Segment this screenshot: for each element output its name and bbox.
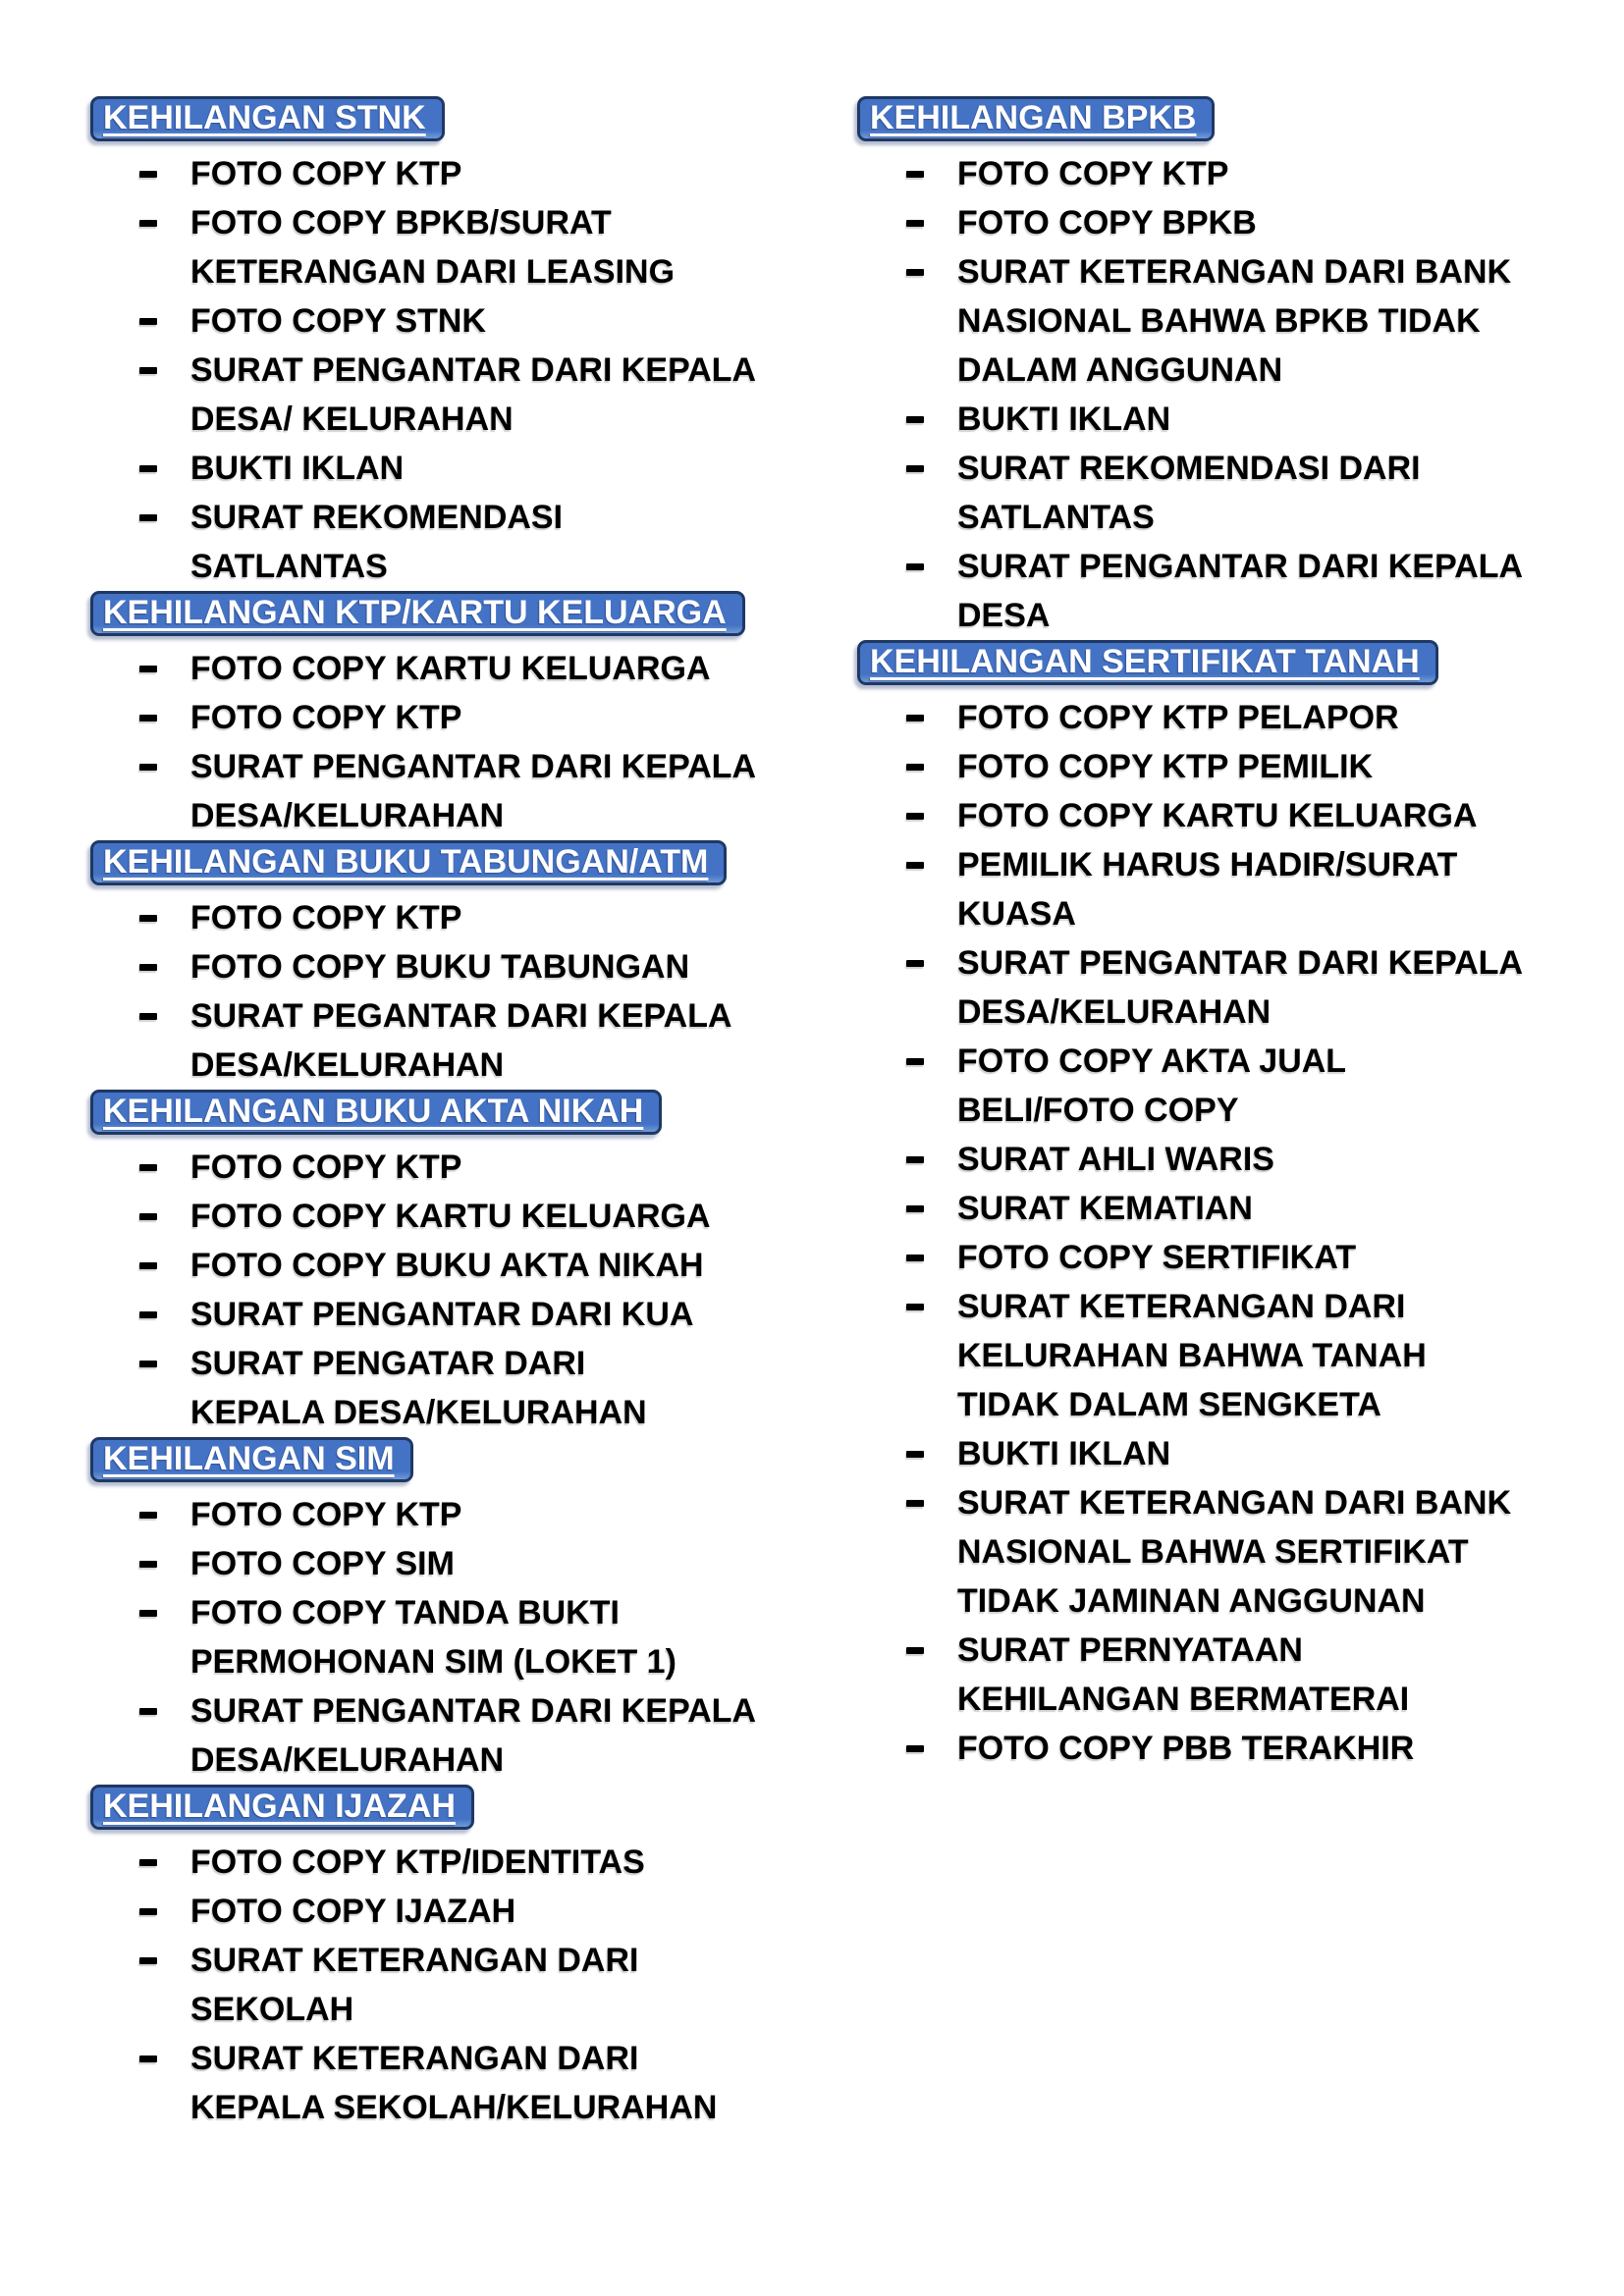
dash-bullet-icon	[906, 220, 924, 227]
list-item-line: SURAT PENGANTAR DARI KEPALA	[190, 351, 757, 389]
section-header	[857, 640, 1438, 685]
list-item	[90, 991, 827, 1090]
requirements-list	[90, 644, 827, 840]
list-item-line: SURAT PENGANTAR DARI KUA	[190, 1296, 694, 1333]
dash-bullet-icon	[139, 1610, 157, 1617]
dash-bullet-icon	[906, 1156, 924, 1163]
list-item	[90, 1887, 827, 1936]
list-item-line: BUKTI IKLAN	[957, 1435, 1171, 1472]
list-item	[90, 1588, 827, 1686]
list-item-line: KETERANGAN DARI LEASING	[190, 253, 676, 291]
list-item-line: FOTO COPY KTP	[190, 899, 462, 936]
list-item-line: FOTO COPY KTP PELAPOR	[957, 699, 1399, 736]
list-item-line: SEKOLAH	[190, 1991, 354, 2028]
list-item-line: SURAT PENGATAR DARI	[190, 1345, 586, 1382]
list-item-line: KEHILANGAN BERMATERAI	[957, 1681, 1410, 1718]
dash-bullet-icon	[906, 1255, 924, 1261]
list-item	[857, 247, 1613, 395]
list-item	[857, 395, 1613, 444]
dash-bullet-icon	[139, 318, 157, 325]
list-item-line: DESA/KELURAHAN	[957, 993, 1272, 1031]
list-item-line: FOTO COPY BPKB	[957, 204, 1257, 241]
list-item-line: PERMOHONAN SIM (LOKET 1)	[190, 1643, 677, 1681]
list-item-line: SATLANTAS	[190, 548, 388, 585]
list-item-line: FOTO COPY BUKU AKTA NIKAH	[190, 1247, 704, 1284]
list-item-line: FOTO COPY BUKU TABUNGAN	[190, 948, 690, 986]
list-item-line: NASIONAL BAHWA BPKB TIDAK	[957, 302, 1481, 340]
list-item-line: DALAM ANGGUNAN	[957, 351, 1283, 389]
list-item-line: PEMILIK HARUS HADIR/SURAT	[957, 846, 1458, 883]
list-item	[90, 296, 827, 346]
list-item-line: SURAT KETERANGAN DARI BANK	[957, 1484, 1512, 1522]
section	[90, 1785, 827, 2132]
list-item-line: FOTO COPY SIM	[190, 1545, 455, 1582]
list-item-line: FOTO COPY KARTU KELUARGA	[190, 1198, 711, 1235]
dash-bullet-icon	[139, 220, 157, 227]
dash-bullet-icon	[139, 915, 157, 922]
dash-bullet-icon	[139, 1957, 157, 1964]
section-title: KEHILANGAN BUKU TABUNGAN/ATM	[103, 843, 709, 881]
requirements-list	[90, 1838, 827, 2132]
list-item-line: FOTO COPY IJAZAH	[190, 1893, 516, 1930]
list-item-line: BUKTI IKLAN	[957, 400, 1171, 438]
list-item	[857, 1724, 1613, 1773]
list-item	[857, 444, 1613, 542]
dash-bullet-icon	[906, 764, 924, 771]
requirements-list	[90, 1490, 827, 1785]
list-item-line: SURAT KETERANGAN DARI	[190, 1942, 639, 1979]
list-item-line: DESA	[957, 597, 1051, 634]
requirements-list	[90, 893, 827, 1090]
list-item-line: BUKTI IKLAN	[190, 450, 405, 487]
list-item	[90, 644, 827, 693]
list-item	[90, 1936, 827, 2034]
section-title: KEHILANGAN BUKU AKTA NIKAH	[103, 1093, 644, 1130]
dash-bullet-icon	[139, 1908, 157, 1915]
section-title: KEHILANGAN IJAZAH	[103, 1788, 456, 1825]
list-item	[857, 1478, 1613, 1626]
list-item	[90, 1490, 827, 1539]
list-item-line: SURAT REKOMENDASI	[190, 499, 564, 536]
section	[90, 591, 827, 840]
list-item-line: SURAT PEGANTAR DARI KEPALA	[190, 997, 732, 1035]
list-item-line: TIDAK DALAM SENGKETA	[957, 1386, 1381, 1423]
dash-bullet-icon	[906, 1745, 924, 1752]
list-item	[857, 840, 1613, 938]
dash-bullet-icon	[139, 514, 157, 521]
dash-bullet-icon	[139, 1311, 157, 1318]
section	[90, 1090, 827, 1437]
list-item	[857, 1233, 1613, 1282]
dash-bullet-icon	[906, 1500, 924, 1507]
list-item-line: SURAT KEMATIAN	[957, 1190, 1253, 1227]
dash-bullet-icon	[139, 1361, 157, 1367]
list-item-line: DESA/KELURAHAN	[190, 1046, 505, 1084]
section-title: KEHILANGAN SIM	[103, 1440, 395, 1477]
list-item-line: FOTO COPY KTP/IDENTITAS	[190, 1843, 645, 1881]
list-item	[857, 791, 1613, 840]
requirements-list	[90, 149, 827, 591]
list-item-line: FOTO COPY AKTA JUAL	[957, 1042, 1347, 1080]
list-item-line: DESA/KELURAHAN	[190, 797, 505, 834]
dash-bullet-icon	[906, 465, 924, 472]
list-item	[90, 1686, 827, 1785]
list-item	[90, 444, 827, 493]
dash-bullet-icon	[139, 715, 157, 721]
list-item-line: DESA/KELURAHAN	[190, 1741, 505, 1779]
section	[90, 1437, 827, 1785]
list-item	[90, 942, 827, 991]
section	[90, 840, 827, 1090]
list-item	[857, 1282, 1613, 1429]
dash-bullet-icon	[139, 367, 157, 374]
list-item	[90, 1339, 827, 1437]
dash-bullet-icon	[906, 171, 924, 178]
list-item	[90, 149, 827, 198]
list-item-line: TIDAK JAMINAN ANGGUNAN	[957, 1582, 1426, 1620]
dash-bullet-icon	[906, 960, 924, 967]
list-item	[90, 346, 827, 444]
list-item-line: FOTO COPY KTP	[190, 1148, 462, 1186]
dash-bullet-icon	[906, 715, 924, 721]
section	[90, 96, 827, 591]
list-item-line: FOTO COPY BPKB/SURAT	[190, 204, 612, 241]
dash-bullet-icon	[139, 964, 157, 971]
dash-bullet-icon	[906, 1451, 924, 1458]
list-item-line: NASIONAL BAHWA SERTIFIKAT	[957, 1533, 1469, 1571]
list-item	[857, 742, 1613, 791]
list-item	[857, 542, 1613, 640]
section-title: KEHILANGAN BPKB	[870, 99, 1197, 136]
list-item-line: SURAT PENGANTAR DARI KEPALA	[190, 748, 757, 785]
dash-bullet-icon	[139, 465, 157, 472]
section-header	[90, 96, 445, 141]
dash-bullet-icon	[139, 171, 157, 178]
list-item	[90, 893, 827, 942]
section-header	[90, 591, 745, 636]
list-item	[90, 742, 827, 840]
list-item	[90, 1143, 827, 1192]
list-item-line: FOTO COPY KARTU KELUARGA	[957, 797, 1478, 834]
right-column	[857, 96, 1613, 1773]
section-title: KEHILANGAN SERTIFIKAT TANAH	[870, 643, 1420, 680]
list-item	[857, 1037, 1613, 1135]
dash-bullet-icon	[906, 862, 924, 869]
list-item-line: SURAT KETERANGAN DARI	[190, 2040, 639, 2077]
requirements-list	[90, 1143, 827, 1437]
list-item-line: SURAT PENGANTAR DARI KEPALA	[957, 548, 1524, 585]
dash-bullet-icon	[906, 269, 924, 276]
list-item	[90, 198, 827, 296]
list-item-line: FOTO COPY KTP	[190, 155, 462, 192]
list-item-line: FOTO COPY KTP	[190, 1496, 462, 1533]
requirements-list	[857, 149, 1613, 640]
list-item-line: SURAT KETERANGAN DARI	[957, 1288, 1406, 1325]
requirements-list	[857, 693, 1613, 1773]
list-item	[857, 1135, 1613, 1184]
list-item-line: DESA/ KELURAHAN	[190, 400, 514, 438]
dash-bullet-icon	[906, 1647, 924, 1654]
list-item	[857, 149, 1613, 198]
list-item-line: SURAT PERNYATAAN	[957, 1631, 1303, 1669]
dash-bullet-icon	[139, 666, 157, 672]
list-item	[90, 1290, 827, 1339]
list-item	[90, 1838, 827, 1887]
section-header	[857, 96, 1215, 141]
section-header	[90, 1437, 413, 1482]
list-item	[857, 1429, 1613, 1478]
dash-bullet-icon	[139, 1262, 157, 1269]
list-item-line: SURAT AHLI WARIS	[957, 1141, 1274, 1178]
list-item-line: SURAT KETERANGAN DARI BANK	[957, 253, 1512, 291]
list-item-line: KUASA	[957, 895, 1076, 933]
list-item-line: SATLANTAS	[957, 499, 1155, 536]
list-item	[90, 1192, 827, 1241]
list-item	[857, 1626, 1613, 1724]
dash-bullet-icon	[139, 1164, 157, 1171]
list-item-line: KELURAHAN BAHWA TANAH	[957, 1337, 1427, 1374]
list-item-line: KEPALA SEKOLAH/KELURAHAN	[190, 2089, 718, 2126]
dash-bullet-icon	[906, 416, 924, 423]
list-item-line: SURAT REKOMENDASI DARI	[957, 450, 1421, 487]
list-item-line: FOTO COPY STNK	[190, 302, 487, 340]
section-header	[90, 840, 727, 885]
list-item-line: SURAT PENGANTAR DARI KEPALA	[190, 1692, 757, 1730]
list-item	[90, 693, 827, 742]
section-title: KEHILANGAN KTP/KARTU KELUARGA	[103, 594, 727, 631]
list-item	[857, 938, 1613, 1037]
list-item-line: FOTO COPY KTP PEMILIK	[957, 748, 1374, 785]
list-item	[857, 198, 1613, 247]
dash-bullet-icon	[906, 1205, 924, 1212]
list-item	[90, 493, 827, 591]
list-item	[857, 1184, 1613, 1233]
section-title: KEHILANGAN STNK	[103, 99, 426, 136]
dash-bullet-icon	[139, 1013, 157, 1020]
dash-bullet-icon	[139, 1512, 157, 1519]
section-header	[90, 1090, 662, 1135]
list-item	[90, 1241, 827, 1290]
left-column	[90, 96, 827, 2132]
section	[857, 640, 1613, 1773]
dash-bullet-icon	[906, 813, 924, 820]
list-item-line: FOTO COPY KARTU KELUARGA	[190, 650, 711, 687]
list-item-line: FOTO COPY PBB TERAKHIR	[957, 1730, 1415, 1767]
list-item	[90, 2034, 827, 2132]
dash-bullet-icon	[139, 1859, 157, 1866]
list-item-line: FOTO COPY KTP	[957, 155, 1229, 192]
list-item-line: FOTO COPY SERTIFIKAT	[957, 1239, 1357, 1276]
dash-bullet-icon	[906, 563, 924, 570]
dash-bullet-icon	[139, 2056, 157, 2062]
dash-bullet-icon	[139, 1213, 157, 1220]
list-item-line: FOTO COPY KTP	[190, 699, 462, 736]
dash-bullet-icon	[906, 1304, 924, 1310]
dash-bullet-icon	[139, 1708, 157, 1715]
list-item-line: SURAT PENGANTAR DARI KEPALA	[957, 944, 1524, 982]
list-item	[90, 1539, 827, 1588]
dash-bullet-icon	[139, 764, 157, 771]
list-item-line: FOTO COPY TANDA BUKTI	[190, 1594, 620, 1631]
section-header	[90, 1785, 474, 1830]
list-item-line: BELI/FOTO COPY	[957, 1092, 1239, 1129]
dash-bullet-icon	[906, 1058, 924, 1065]
dash-bullet-icon	[139, 1561, 157, 1568]
section	[857, 96, 1613, 640]
list-item	[857, 693, 1613, 742]
list-item-line: KEPALA DESA/KELURAHAN	[190, 1394, 647, 1431]
